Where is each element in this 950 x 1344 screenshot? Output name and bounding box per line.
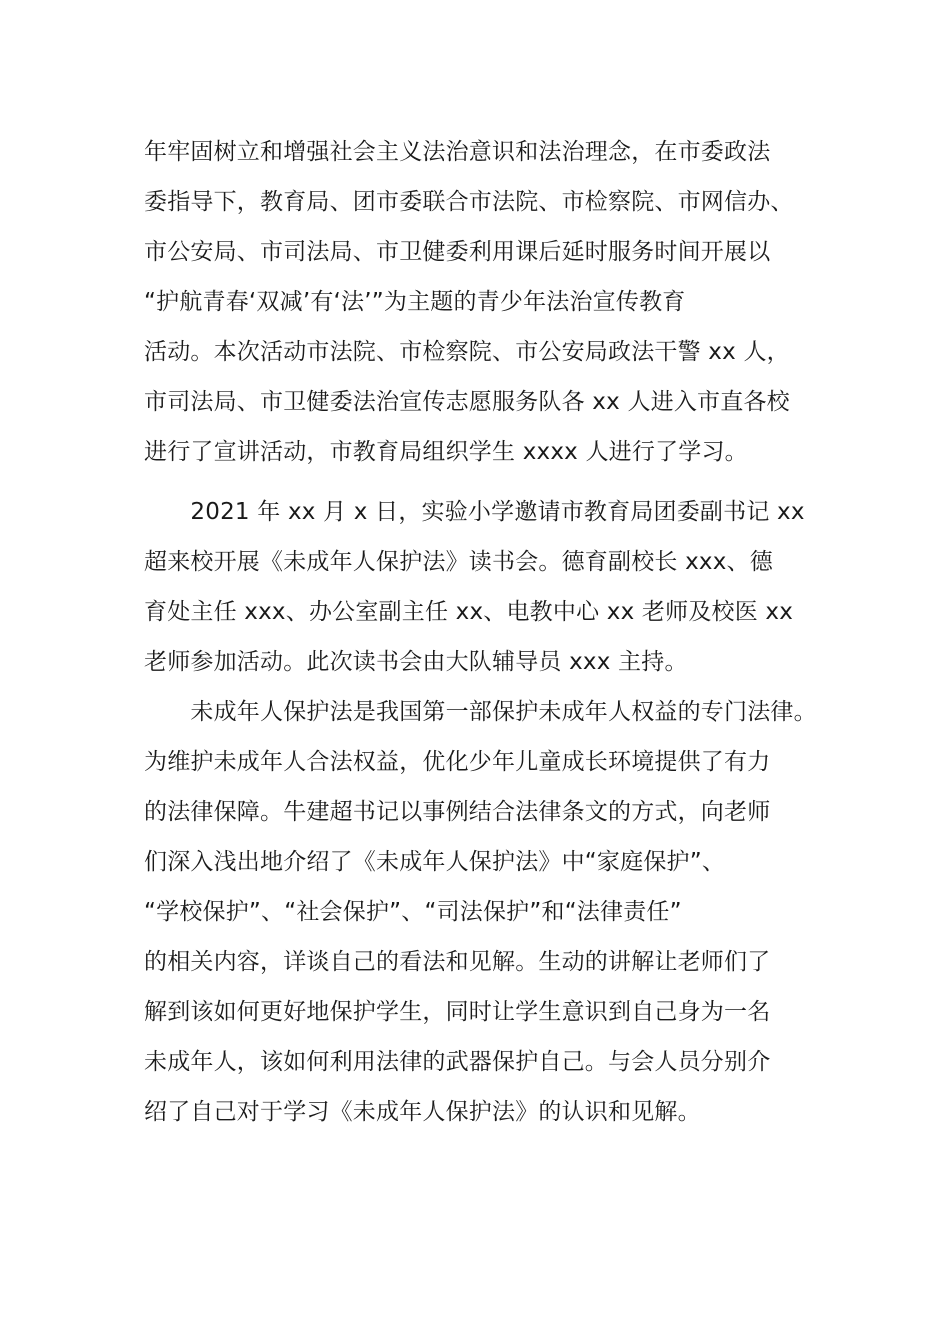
text-line: 委指导下，教育局、团市委联合市法院、市检察院、市网信办、: [144, 189, 794, 215]
text-line: “护航青春‘双减’有‘法’”为主题的青少年法治宣传教育: [144, 289, 686, 315]
paragraph-1: [144, 127, 824, 477]
text-line: 的相关内容，详谈自己的看法和见解。生动的讲解让老师们了: [144, 949, 771, 975]
text-line: 们深入浅出地介绍了《未成年人保护法》中“家庭保护”、: [144, 849, 726, 875]
text-line: 市司法局、市卫健委法治宣传志愿服务队各 xx 人进入市直各校: [144, 389, 790, 415]
text-line: 进行了宣讲活动，市教育局组织学生 xxxx 人进行了学习。: [144, 439, 748, 465]
text-line: 活动。本次活动市法院、市检察院、市公安局政法干警 xx 人，: [144, 339, 790, 365]
text-line: 超来校开展《未成年人保护法》读书会。德育副校长 xxx、德: [144, 549, 773, 575]
text-line: 解到该如何更好地保护学生，同时让学生意识到自己身为一名: [144, 999, 771, 1025]
text-line: 未成年人，该如何利用法律的武器保护自己。与会人员分别介: [144, 1049, 771, 1075]
text-line: 年牢固树立和增强社会主义法治意识和法治理念，在市委政法: [144, 139, 771, 165]
text-line: 2021 年 xx 月 x 日，实验小学邀请市教育局团委副书记 xx: [144, 499, 805, 525]
text-line: 市公安局、市司法局、市卫健委利用课后延时服务时间开展以: [144, 239, 771, 265]
text-line: 育处主任 xxx、办公室副主任 xx、电教中心 xx 老师及校医 xx: [144, 599, 794, 625]
text-line: 为维护未成年人合法权益，优化少年儿童成长环境提供了有力: [144, 749, 771, 775]
text-line: 绍了自己对于学习《未成年人保护法》的认识和见解。: [144, 1099, 701, 1125]
paragraph-3: [144, 687, 824, 1137]
text-line: 未成年人保护法是我国第一部保护未成年人权益的专门法律。: [144, 699, 817, 725]
paragraph-2: [144, 487, 824, 687]
text-line: “学校保护”、“社会保护”、“司法保护”和“法律责任”: [144, 899, 682, 925]
text-line: 的法律保障。牛建超书记以事例结合法律条文的方式，向老师: [144, 799, 771, 825]
text-line: 老师参加活动。此次读书会由大队辅导员 xxx 主持。: [144, 649, 688, 675]
